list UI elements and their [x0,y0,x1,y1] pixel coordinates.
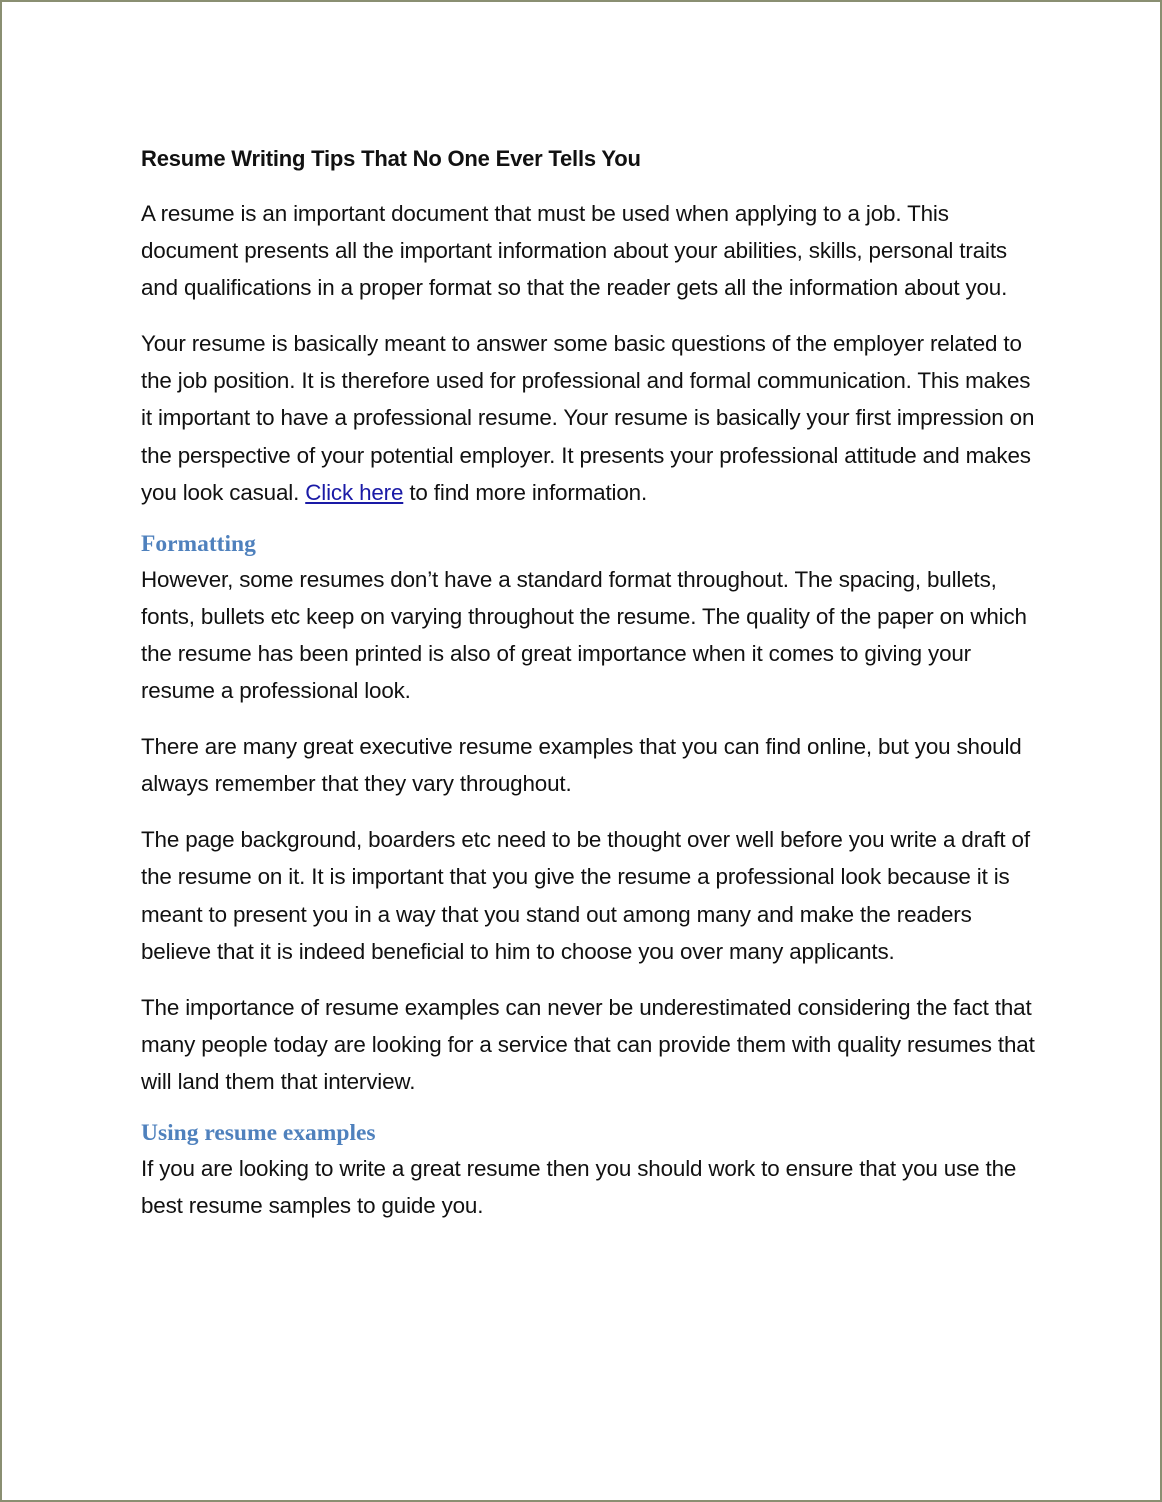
second-paragraph-text: Your resume is basically meant to answer some basic questions of the employer related to the job position. It is therefore used for professional and formal communication. This makes it important to have a professional resume. Your resume is basically your first impression on the perspective of your potential employer. It presents your professional attitude and makes you look casual. [141,331,1035,505]
formatting-paragraph-1: However, some resumes don’t have a standard format throughout. The spacing, bullets, fonts, bullets etc keep on varying throughout the resume. The quality of the paper on which the resume has been printed is also of great importance when it comes to giving your resume a professional look. [141,566,1027,704]
document-body [141,142,1036,1243]
document-title: Resume Writing Tips That No One Ever Tells You [141,146,641,171]
click-here-link[interactable]: Click here [305,479,404,505]
formatting-paragraph-2: There are many great executive resume examples that you can find online, but you should always remember that they vary throughout. [141,734,1022,797]
second-paragraph [141,325,1036,510]
formatting-paragraph-4: The importance of resume examples can never be underestimated considering the fact that many people today are looking for a service that can provide them with quality resumes that will land them that interview. [141,994,1035,1094]
intro-paragraph: A resume is an important document that must be used when applying to a job. This document presents all the important information about your abilities, skills, personal traits and qualifications in a proper format so that the reader gets all the information about you. [141,201,1008,301]
second-paragraph-after-link: to find more information. [403,479,648,505]
using-examples-heading: Using resume examples [141,1119,376,1146]
formatting-heading: Formatting [141,530,256,557]
formatting-paragraph-3: The page background, boarders etc need to be thought over well before you write a draft of the resume on it. It is important that you give the resume a professional look because it is meant to present you in a way that you stand out among many and make the readers believe that it is indeed beneficial to him to choose you over many applicants. [141,827,1030,964]
using-examples-paragraph: If you are looking to write a great resume then you should work to ensure that you use the best resume samples to guide you. [141,1155,1017,1219]
